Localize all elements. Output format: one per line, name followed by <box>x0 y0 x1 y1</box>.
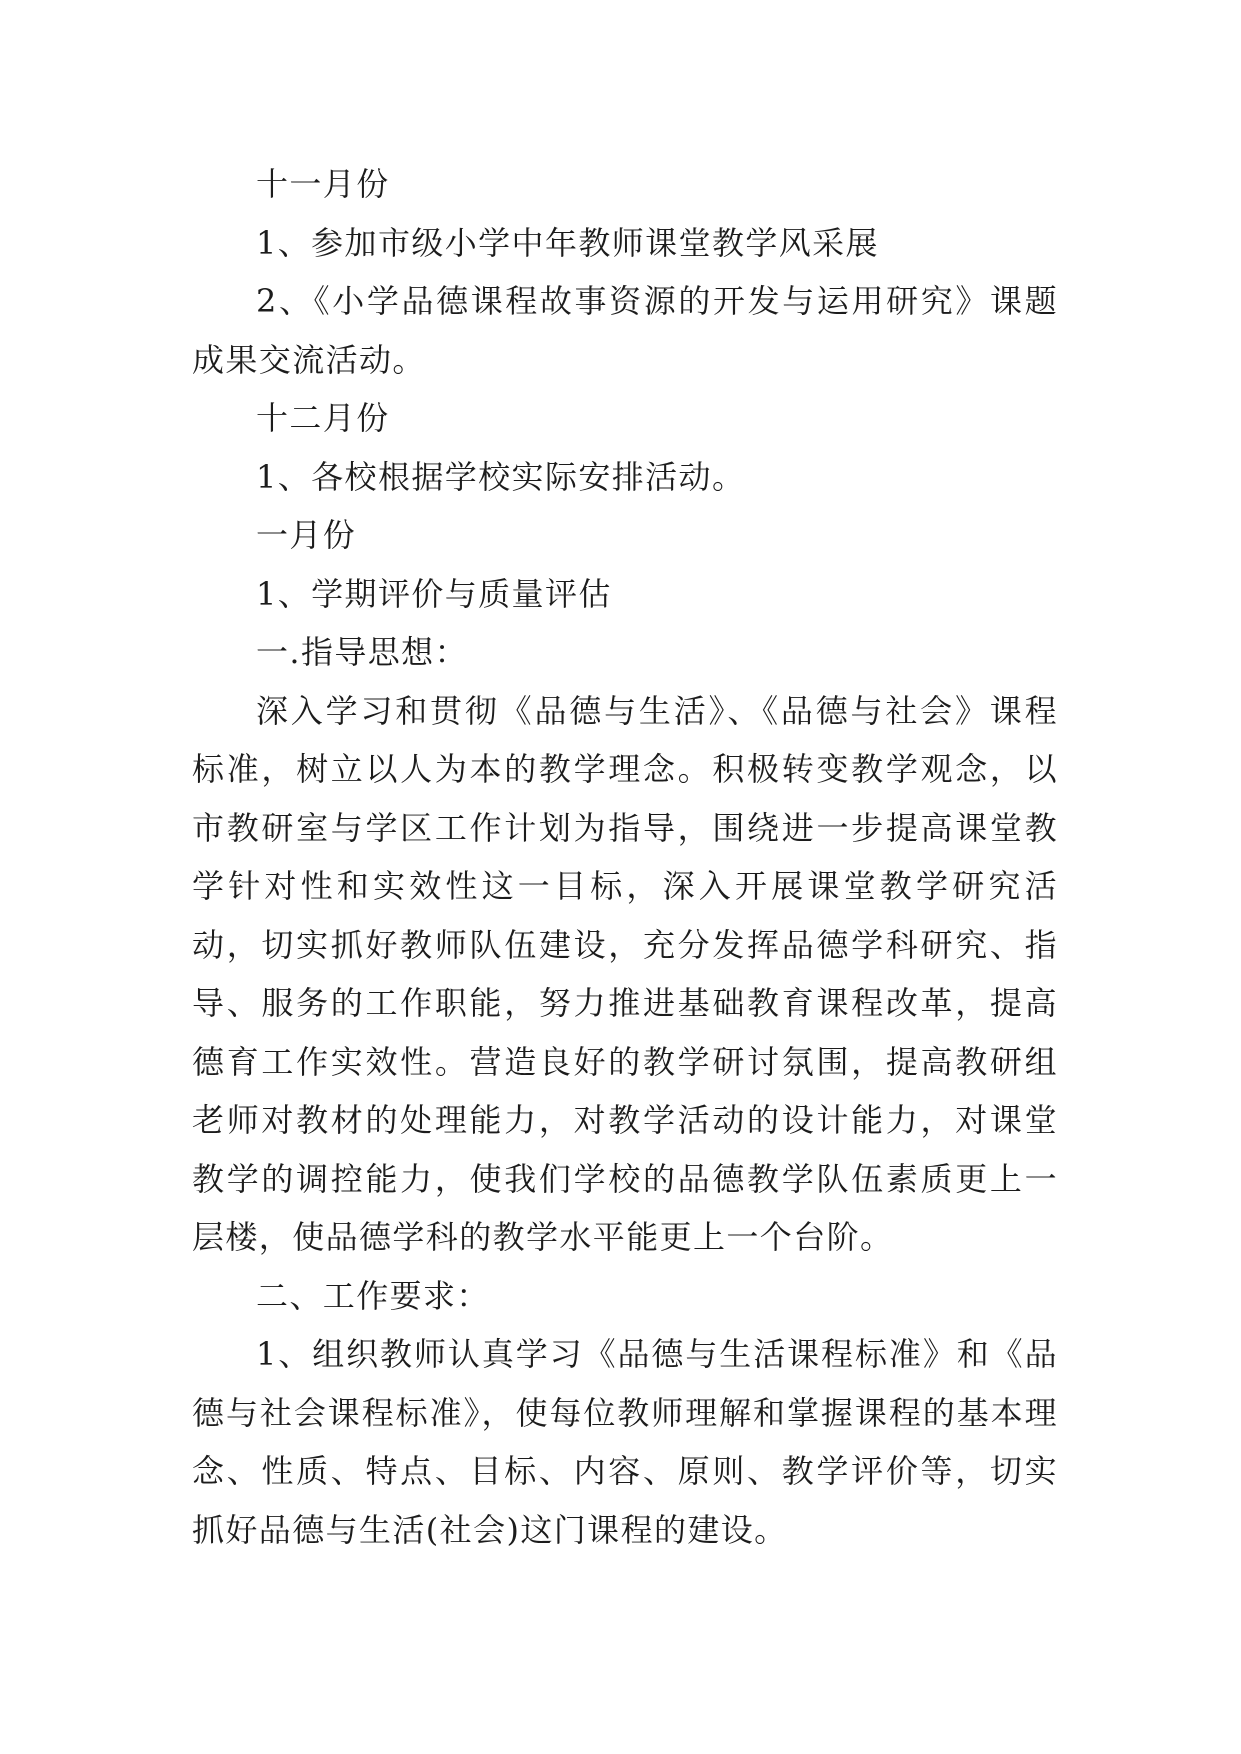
guiding-ideology-body: 深入学习和贯彻《品德与生活》、《品德与社会》课程标准，树立以人为本的教学理念。积极转变教学观念，以市教研室与学区工作计划为指导，围绕进一步提高课堂教学针对性和实效性这一目标，深入开展课堂教学研究活动，切实抓好教师队伍建设，充分发挥品德学科研究、指导、服务的工作职能，努力推进基础教育课程改革，提高德育工作实效性。营造良好的教学研讨氛围，提高教研组老师对教材的处理能力，对教学活动的设计能力，对课堂教学的调控能力，使我们学校的品德教学队伍素质更上一层楼，使品德学科的教学水平能更上一个台阶。 <box>192 691 1058 1256</box>
work-requirement-item-1: 1、组织教师认真学习《品德与生活课程标准》和《品德与社会课程标准》，使每位教师理解和掌握课程的基本理念、性质、特点、目标、内容、原则、教学评价等，切实抓好品德与生活(社会)这门课程的建设。 <box>192 1335 1058 1549</box>
january-item-1: 1、学期评价与质量评估 <box>256 574 612 613</box>
section-heading-guiding-ideology: 一.指导思想： <box>256 633 468 671</box>
heading-november: 十一月份 <box>256 165 390 203</box>
december-item-1: 1、各校根据学校实际安排活动。 <box>256 457 746 496</box>
november-item-2: 2、《小学品德课程故事资源的开发与运用研究》课题成果交流活动。 <box>192 282 1058 379</box>
section-heading-work-requirements: 二、工作要求： <box>256 1276 490 1315</box>
heading-december: 十二月份 <box>256 399 390 437</box>
november-item-1: 1、参加市级小学中年教师课堂教学风采展 <box>256 223 879 262</box>
heading-january: 一月份 <box>256 516 357 554</box>
document-page <box>192 155 1058 1559</box>
